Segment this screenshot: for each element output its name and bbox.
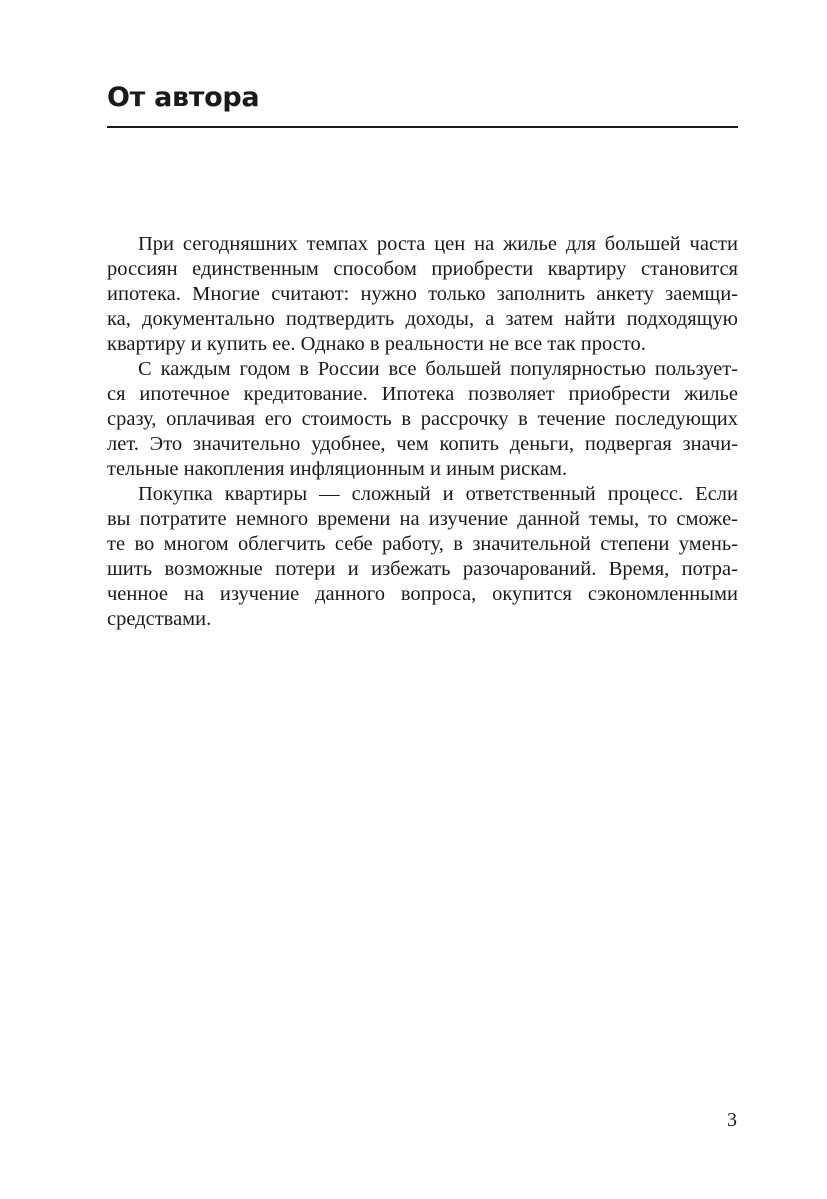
text-line: средствами. xyxy=(107,608,212,630)
text-line: ся ипотечное кредитование. Ипотека позволяет приобрести жилье xyxy=(107,383,738,405)
text-line: ченное на изучение данного вопроса, окупится сэкономленными xyxy=(107,583,738,605)
text-line: квартиру и купить ее. Однако в реальности не все так просто. xyxy=(107,333,646,355)
text-line: тельные накопления инфляционным и иным рискам. xyxy=(107,458,568,480)
text-line: те во многом облегчить себе работу, в значительной степени умень- xyxy=(107,533,738,555)
page-number: 3 xyxy=(727,1109,737,1131)
text-line: вы потратите немного времени на изучение данной темы, то сможе- xyxy=(107,508,738,530)
page-title: От автора xyxy=(107,82,260,113)
text-line: шить возможные потери и избежать разочарований. Время, потра- xyxy=(107,558,738,580)
paragraph-3 xyxy=(107,482,738,632)
text-line: лет. Это значительно удобнее, чем копить деньги, подвергая значи- xyxy=(107,433,738,455)
text-line: Покупка квартиры — сложный и ответственный процесс. Если xyxy=(138,483,738,505)
text-line: ипотека. Многие считают: нужно только заполнить анкету заемщи- xyxy=(107,283,738,305)
text-line: россиян единственным способом приобрести квартиру становится xyxy=(107,258,738,280)
paragraph-1 xyxy=(107,232,738,357)
text-line: сразу, оплачивая его стоимость в рассрочку в течение последующих xyxy=(107,408,738,430)
text-line: ка, документально подтвердить доходы, а затем найти подходящую xyxy=(107,308,738,330)
text-line: С каждым годом в России все большей популярностью пользует- xyxy=(138,358,738,380)
title-divider xyxy=(107,126,738,128)
body-text xyxy=(107,232,738,632)
text-line: При сегодняшних темпах роста цен на жилье для большей части xyxy=(138,233,738,255)
paragraph-2 xyxy=(107,357,738,482)
